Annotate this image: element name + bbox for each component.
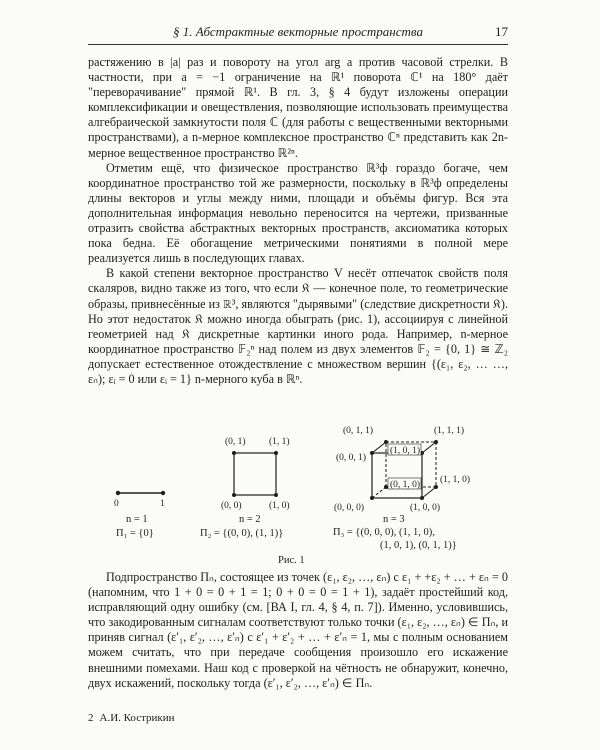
n-label: n = 1 <box>126 514 148 525</box>
vertex-label: 0 <box>114 499 119 509</box>
cube-edge <box>422 442 436 453</box>
vertex-label: (0, 1) <box>225 437 246 447</box>
set-label: (1, 0, 1), (0, 1, 1)} <box>380 540 457 551</box>
vertex-point <box>370 496 374 500</box>
paragraph: растяжению в |a| раз и повороту на угол arg a против часовой стрелки. В частности, при a = −1 ограничение на ℝ¹ поворота ℂ¹ на 180° даёт "переворачивание" прямой ℝ¹. В гл. 3, § 4 будут изложены операции комплексификации и овеществления, позволяющие использовать преимущества алгебраической замкнутости поля ℂ (для работы с вещественными векторными пространствами), а n-мерное комплексное пространство ℂⁿ представить как 2n-мерное вещественное пространство ℝ²ⁿ. <box>88 55 508 160</box>
vertex-label: (1, 0, 0) <box>410 503 441 513</box>
set-label: Π₃ = {(0, 0, 0), (1, 1, 0), <box>333 527 435 538</box>
author-name: А.И. Кострикин <box>99 712 175 724</box>
vertex-point <box>232 451 236 455</box>
paragraph: Подпространство Πₙ, состоящее из точек (ε₁, ε₂, …, εₙ) с ε₁ + +ε₂ + … + εₙ = 0 (напомним, что 1 + 0 = 0 + 1 = 1; 0 + 0 = 0 = 1 + 1), задаёт простейший код, исправляющий одну ошибку (см. [ВА I, гл. 4, § 4, п. 7]). Именно, условившись, что закодированным сигналам соответствуют только точки (ε₁, ε₂, …, εₙ) ∈ Πₙ, и приняв сигнал (ε′₁, ε′₂, …, ε′ₙ) с ε′₁ + ε′₂ + … + ε′ₙ = 1, мы с полным основанием можем считать, что при передаче сообщения произошло его искажение внешними помехами. Наш код с проверкой на чётность не обнаружит, конечно, двух искажений, поскольку тогда (ε′₁, ε′₂, …, ε′ₙ) ∈ Πₙ. <box>88 570 508 690</box>
vertex-point <box>434 485 438 489</box>
vertex-label: (1, 1, 0) <box>440 475 471 485</box>
vertex-label: (0, 1, 1) <box>343 426 374 436</box>
cube-edge <box>372 442 386 453</box>
cube-edge <box>422 487 436 498</box>
header-rule <box>88 44 508 45</box>
cube-front-face <box>372 453 422 498</box>
vertex-label: (1, 0, 1) <box>390 446 421 456</box>
vertex-point <box>384 440 388 444</box>
vertex-label: (0, 1, 0) <box>390 480 421 490</box>
cube-diagrams <box>88 398 508 566</box>
set-label: Π₁ = {0} <box>116 528 154 539</box>
vertex-label: (1, 1) <box>269 437 290 447</box>
vertex-point <box>274 493 278 497</box>
vertex-point <box>384 485 388 489</box>
square-edges <box>234 453 276 495</box>
footer-signature <box>88 712 181 724</box>
vertex-label: (0, 0) <box>221 501 242 511</box>
figure-caption: Рис. 1 <box>278 555 305 566</box>
paragraph: В какой степени векторное пространство V несёт отпечаток свойств поля скаляров, видно также из того, что если 𝔎 — конечное поле, то геометрические образы, привнесённые из ℝ³, являются "дырявыми" (следствие дискретности 𝔎). Но этот недостаток 𝔎 можно иногда обыграть (рис. 1), ассоциируя с линейной геометрией над 𝔎 дискретные картинки иного рода. Например, n-мерное координатное пространство 𝔽₂ⁿ над полем из двух элементов 𝔽₂ = {0, 1} ≅ ℤ₂ допускает естественное отождествление с множеством вершин {(ε₁, ε₂, … …, εₙ); εᵢ = 0 или εᵢ = 1} n-мерного куба в ℝⁿ. <box>88 266 508 386</box>
vertex-label: (0, 0, 1) <box>336 453 367 463</box>
body-text-top <box>88 55 508 387</box>
vertex-label: (0, 0, 0) <box>334 503 365 513</box>
signature-number: 2 <box>88 712 94 724</box>
vertex-point <box>232 493 236 497</box>
n-label: n = 3 <box>383 514 405 525</box>
vertex-label: (1, 0) <box>269 501 290 511</box>
vertex-point <box>161 491 165 495</box>
vertex-point <box>116 491 120 495</box>
vertex-label: (1, 1, 1) <box>434 426 465 436</box>
paragraph: Отметим ещё, что физическое пространство ℝ³ф гораздо богаче, чем координатное пространство той же размерности, поскольку в ℝ³ф определены длины векторов и углы между ними, площади и объёмы фигур. Вся эта дополнительная информация невольно переносится на чертежи, призванные отразить свойства абстрактных векторных пространств, аксиоматика которых пока бедна. Её обогащение метрическими понятиями в полной мере реализуется лишь в последующих главах. <box>88 160 508 266</box>
body-text-bottom <box>88 570 508 691</box>
vertex-point <box>370 451 374 455</box>
running-title: § 1. Абстрактные векторные пространства <box>173 24 423 39</box>
set-label: Π₂ = {(0, 0), (1, 1)} <box>200 528 284 539</box>
vertex-point <box>274 451 278 455</box>
vertex-point <box>420 496 424 500</box>
n-label: n = 2 <box>239 514 261 525</box>
vertex-label: 1 <box>160 499 165 509</box>
figure-1 <box>88 398 508 566</box>
page-number: 17 <box>495 24 508 39</box>
vertex-point <box>434 440 438 444</box>
cube-edge <box>372 487 386 498</box>
